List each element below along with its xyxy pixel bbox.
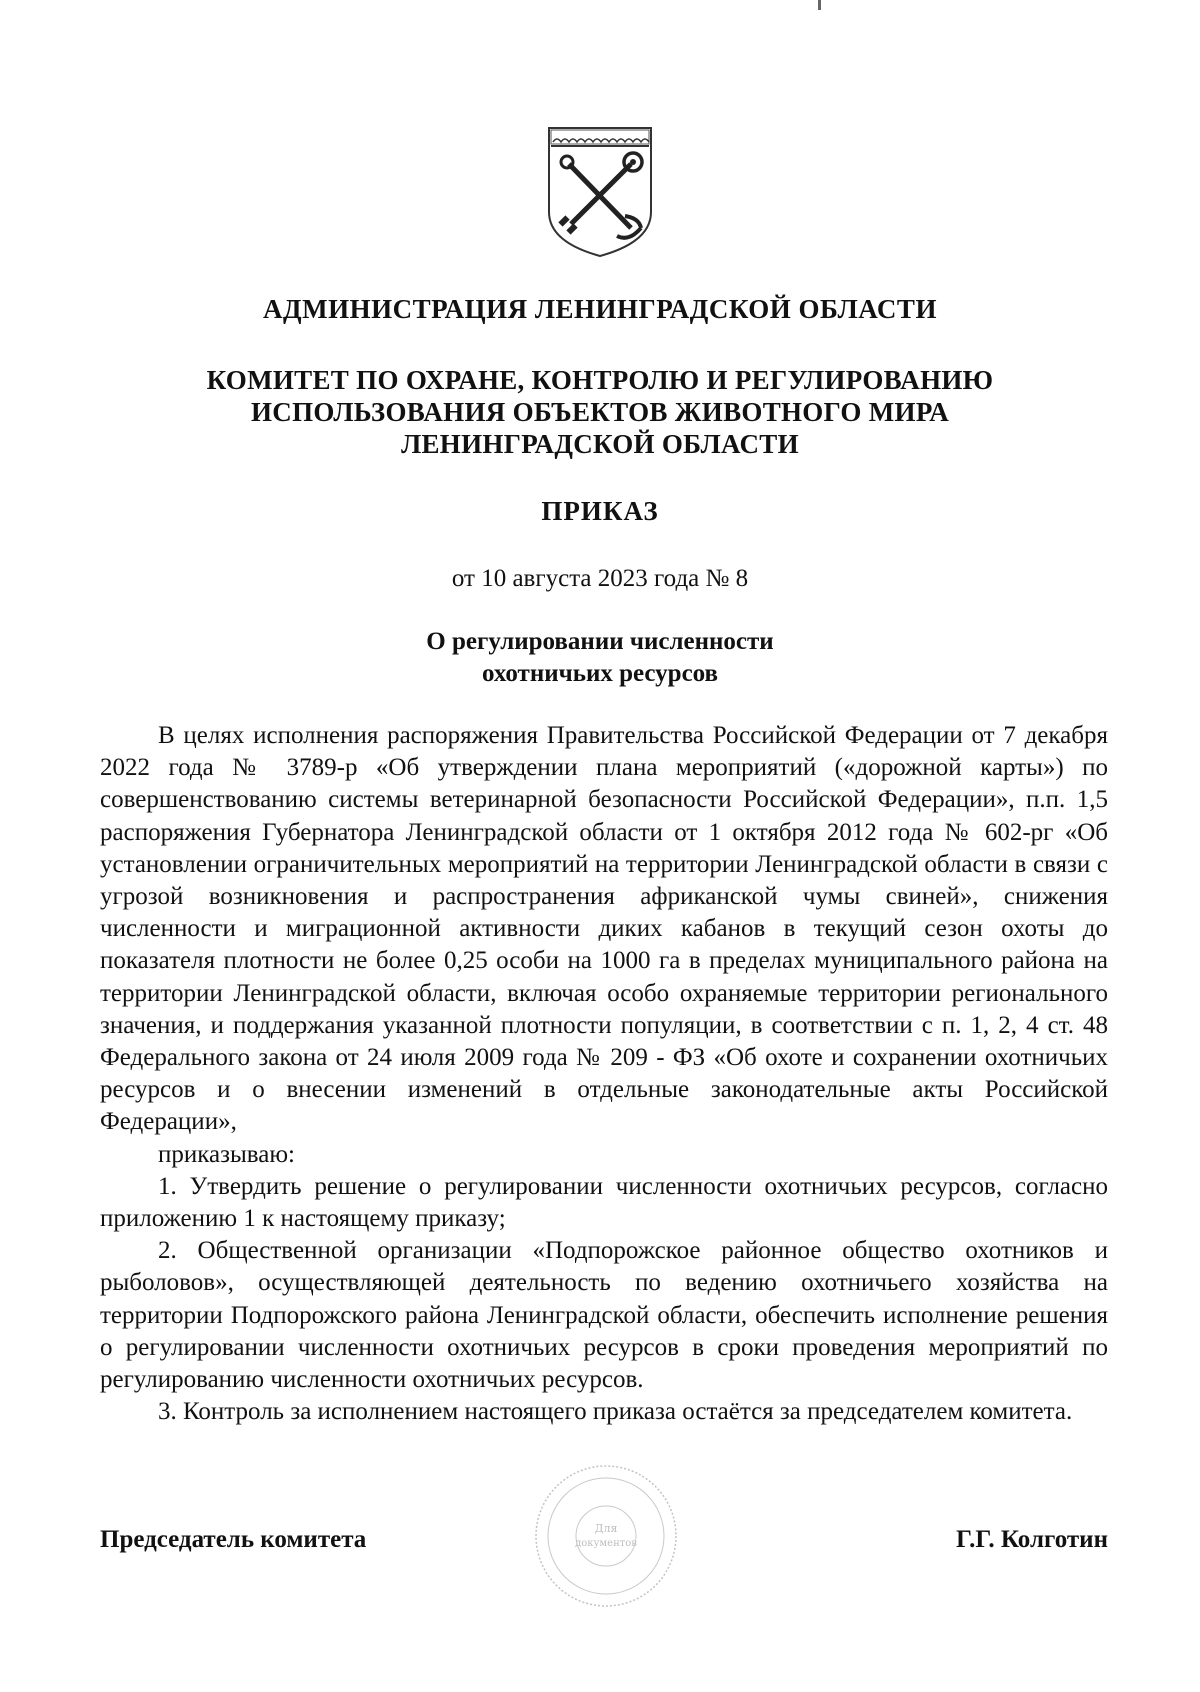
signatory-position: Председатель комитета	[100, 1526, 367, 1553]
committee-heading-line: ИСПОЛЬЗОВАНИЯ ОБЪЕКТОВ ЖИВОТНОГО МИРА	[251, 397, 949, 427]
document-body	[100, 720, 1108, 1428]
order-item-2: 2. Общественной организации «Подпорожское районное общество охотников и рыболовов», осуществляющей деятельность по ведению охотничьего хозяйства на территории Подпорожского района Ленинградской области, обеспечить исполнение решения о регулировании численности охотничьих ресурсов в сроки проведения мероприятий по регулированию численности охотничьих ресурсов.	[100, 1237, 1108, 1394]
signatory-name: Г.Г. Колготин	[956, 1526, 1108, 1553]
order-item-1: 1. Утвердить решение о регулировании численности охотничьих ресурсов, согласно приложению 1 к настоящему приказу;	[100, 1172, 1108, 1233]
committee-heading-line: ЛЕНИНГРАДСКОЙ ОБЛАСТИ	[401, 429, 799, 459]
committee-heading	[0, 364, 1200, 460]
round-seal-icon	[532, 1462, 680, 1610]
committee-heading-line: КОМИТЕТ ПО ОХРАНЕ, КОНТРОЛЮ И РЕГУЛИРОВАНИЮ	[206, 365, 994, 395]
svg-text:документов: документов	[575, 1538, 637, 1549]
order-item-3: 3. Контроль за исполнением настоящего приказа остаётся за председателем комитета.	[158, 1398, 1073, 1426]
order-word: приказываю:	[158, 1140, 295, 1168]
svg-text:Для: Для	[594, 1522, 618, 1535]
document-date-number: от 10 августа 2023 года № 8	[451, 565, 749, 592]
document-subject	[0, 626, 1200, 690]
scan-mark	[818, 0, 821, 10]
coat-of-arms-icon	[545, 124, 655, 260]
administration-heading: АДМИНИСТРАЦИЯ ЛЕНИНГРАДСКОЙ ОБЛАСТИ	[263, 294, 937, 324]
subject-line: О регулировании численности	[426, 628, 774, 655]
subject-line: охотничьих ресурсов	[481, 660, 719, 687]
preamble-paragraph: В целях исполнения распоряжения Правительства Российской Федерации от 7 декабря 2022 года № 3789-р «Об утверждении плана мероприятий («дорожной карты») по совершенствованию системы ветеринарной безопасности Российской Федерации», п.п. 1,5 распоряжения Губернатора Ленинградской области от 1 октября 2012 года № 602-рг «Об установлении ограничительных мероприятий на территории Ленинградской области в связи с угрозой возникновения и распространения африканской чумы свиней», снижения численности и миграционной активности диких кабанов в текущий сезон охоты до показателя плотности не более 0,25 особи на 1000 га в пределах муниципального района на территории Ленинградской области, включая особо охраняемые территории регионального значения, и поддержания указанной плотности популяции, в соответствии с п. 1, 2, 4 ст. 48 Федерального закона от 24 июля 2009 года № 209 - ФЗ «Об охоте и сохранении охотничьих ресурсов и о внесении изменений в отдельные законодательные акты Российской Федерации»,	[100, 722, 1108, 1136]
document-type-heading: ПРИКАЗ	[541, 496, 659, 526]
